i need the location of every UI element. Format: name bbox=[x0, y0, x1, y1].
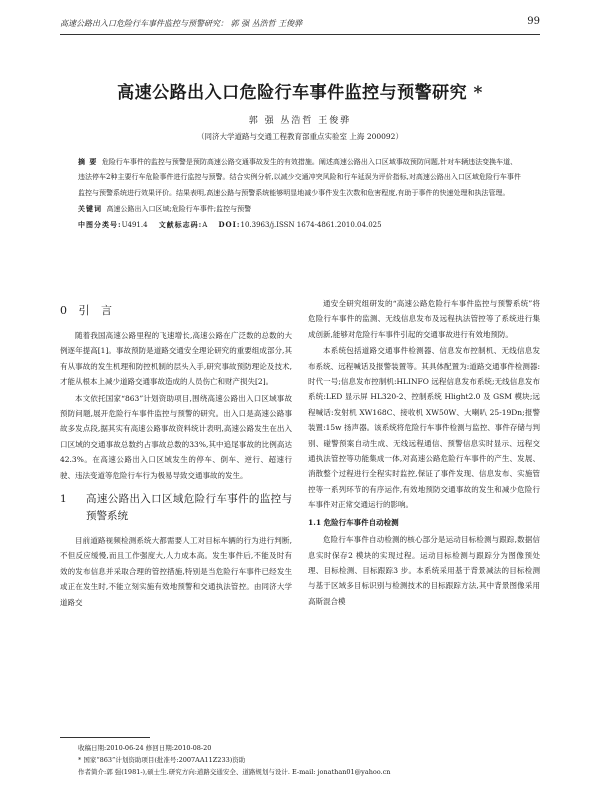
footnote-rule bbox=[60, 737, 150, 738]
abstract-paragraph bbox=[78, 154, 522, 201]
body-paragraph: 随着我国高速公路里程的飞速增长,高速公路在广泛数的总数的大例逐年提高[1]。事故预防是道路交通安全理论研究的重要组成部分,其有从事故的发生机理和防控机制的层头入手,研究事故预防理论及技术,才能从根本上减少道路交通事故造成的人员伤亡和财产损失[2]。 bbox=[60, 331, 292, 387]
abstract-text: 危险行车事件的监控与预警是预防高速公路交通事故发生的有效措施。阐述高速公路出入口区域事故预防问题,针对车辆违法变换车道、违法停车2种主要行车危险事件进行监控与预警。结合实例分析,以减少交通冲突风险和行车延误为评价指标,对高速公路出入口区域危险行车事件监控与预警系统进行效果评价。结果表明,高速公路与预警系统能够明显地减少事件发生次数和危害程度,有助于事件的快速处理和执法管理。 bbox=[78, 158, 521, 197]
body-paragraph: 危险行车事件自动检测的核心部分是运动目标检测与跟踪,数据信息实时保存2 模块的实现过程。运动目标检测与跟踪分为图像预处理、目标检测、目标跟踪3 步。本系统采用基于背景减法的目标检测与基于区域多目标识别与检测技术的目标跟踪方法,其中背景图像采用高斯混合模 bbox=[308, 535, 540, 606]
right-column bbox=[308, 296, 540, 610]
paper-authors: 郭 强 丛浩哲 王俊骅 bbox=[248, 116, 352, 126]
header-rule bbox=[60, 34, 540, 35]
abstract-block bbox=[78, 154, 522, 233]
footnote-received: 收稿日期:2010-06-24 修回日期:2010-08-20 bbox=[78, 744, 212, 752]
running-header bbox=[60, 18, 540, 32]
left-column bbox=[60, 296, 292, 611]
section-number: 1 bbox=[60, 493, 67, 506]
section-heading-1 bbox=[60, 491, 292, 525]
classification-line bbox=[78, 217, 522, 233]
footnotes bbox=[78, 742, 538, 778]
doc-code-value: A bbox=[202, 221, 208, 230]
doi-value: 10.3963/j.ISSN 1674-4861.2010.04.025 bbox=[240, 221, 382, 230]
clc-value: U491.4 bbox=[121, 221, 148, 230]
paper-title: 高速公路出入口危险行车事件监控与预警研究 * bbox=[117, 83, 483, 103]
abstract-label: 摘 要 bbox=[78, 157, 98, 166]
keywords-line bbox=[78, 201, 522, 217]
doi-label: DOI: bbox=[218, 220, 241, 230]
clc-label: 中图分类号: bbox=[78, 220, 122, 230]
footnote-fund: * 国家“863”计划资助项目(批准号:2007AA11Z233)资助 bbox=[78, 756, 246, 764]
paper-affiliation: （同济大学道路与交通工程教育部重点实验室 上海 200092） bbox=[197, 132, 403, 141]
footnote-author: 作者简介:郭 强(1981-),硕士生.研究方向:道路交通安全、道路规划与设计. E-mail: jonathan01@yahoo.cn bbox=[78, 768, 391, 776]
keywords-label: 关键词 bbox=[78, 203, 102, 213]
running-header-title: 高速公路出入口危险行车事件监控与预警研究： 郭 强 丛浩哲 王俊骅 bbox=[60, 19, 303, 28]
keywords-text: 高速公路出入口区域;危险行车事件;监控与预警 bbox=[106, 204, 252, 213]
body-paragraph: 本系统包括道路交通事件检测器、信息发布控制机、无线信息发布系统、远程喊话及报警装置等。其具体配置为:道路交通事件检测器:时代一号;信息发布控制机:HLINFO 远程信息发布系统;无线信息发布系统:LED 显示屏 HL320-2、控制系统 Hlight2.0 及 GSM 模块;远程喊话:发射机 XW168C、接收机 XW50W、大喇叭 25-19Dn;报警装置:15w 扬声器。该系统将危险行车事件检测与监控、事件存储与判别、碰警预案自动生成、无线远程通信、预警信息实时显示、远程交通执法管控等功能集成一体,对高速公路危险行车事件的产生、发展、消散整个过程进行全程实时监控,保证了事件发现、信息发布、实施管控等一系列环节的有序运作,有效地预防交通事故的发生和减少危险行车事件对正常交通运行的影响。 bbox=[308, 346, 540, 510]
body-paragraph: 通安全研究组研发的“高速公路危险行车事件监控与预警系统”将危险行车事件的监测、无线信息发布及远程执法管控等了系统进行集成创新,能够对危险行车事件引起的交通事故进行有效地预防。 bbox=[308, 299, 540, 339]
section-heading-text: 高速公路出入口区域危险行车事件的监控与预警系统 bbox=[86, 493, 292, 523]
body-paragraph: 本文依托国家“863”计划资助项目,围绕高速公路出入口区域事故预防问题,展开危险行车事件监控与预警的研究。出入口是高速公路事故多发点段,据其实有高速公路事故资料统计表明,高速公路发生在出入口区域的交通事故总数约占事故总数的33%,其中追尾事故的比例高达42.3%。在高速公路出入口区域发生的停车、倒车、逆行、超速行驶、违法变道等危险行车行为极易导致交通事故的发生。 bbox=[60, 393, 292, 480]
doc-code-label: 文献标志码: bbox=[158, 220, 203, 230]
page-number: 99 bbox=[527, 16, 540, 27]
body-paragraph: 目前道路视频检测系统大都需要人工对目标车辆的行为进行判断,不但反应缓慢,而且工作强度大,人力成本高。发生事件后,不能及时有效的发布信息并采取合理的管控措施,特别是当危险行车事件已经发生或正在发生时,不能立刻实施有效地预警和交通执法管控。由同济大学道路交 bbox=[60, 536, 292, 607]
subsection-heading: 1.1 危险行车事件自动检测 bbox=[308, 517, 399, 527]
section-heading-introduction: 0 引 言 bbox=[60, 304, 116, 317]
